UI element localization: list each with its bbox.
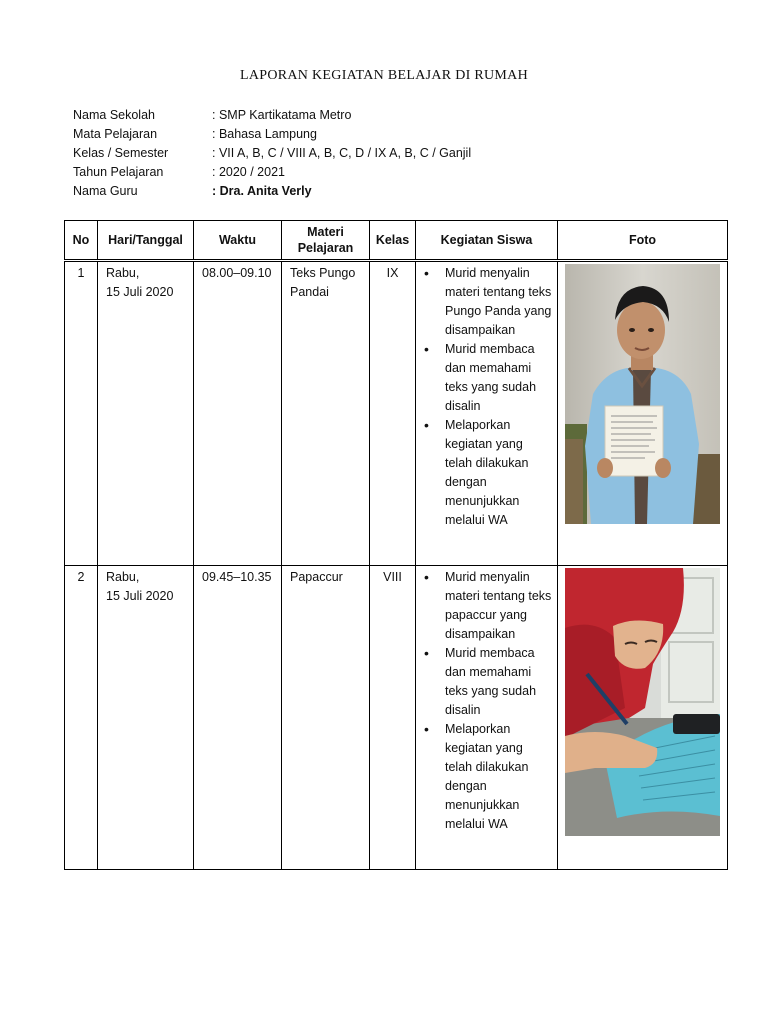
info-value: : 2020 / 2021 <box>212 165 285 179</box>
cell-time: 08.00–09.10 <box>194 261 282 566</box>
table-header-row <box>65 221 728 261</box>
cell-photo <box>558 566 728 870</box>
activity-list <box>420 264 553 530</box>
cell-activity <box>416 261 558 566</box>
info-row-subject <box>73 125 471 144</box>
cell-material: Teks Pungo Pandai <box>282 261 370 566</box>
cell-date <box>98 566 194 870</box>
document-title: LAPORAN KEGIATAN BELAJAR DI RUMAH <box>240 68 528 83</box>
info-label: Nama Guru <box>73 184 138 198</box>
header-activity: Kegiatan Siswa <box>416 221 558 261</box>
header-photo: Foto <box>558 221 728 261</box>
header-date: Hari/Tanggal <box>98 221 194 261</box>
cell-class: VIII <box>370 566 416 870</box>
info-label: Kelas / Semester <box>73 146 169 160</box>
cell-no: 1 <box>65 261 98 566</box>
student-boy-holding-notebook-photo <box>565 264 720 524</box>
list-item: • Melaporkan kegiatan yang telah dilakukan dengan menunjukkan melalui WA <box>420 416 553 530</box>
list-item: • Murid membaca dan memahami teks yang sudah disalin <box>420 340 553 416</box>
school-info <box>73 106 471 201</box>
info-value: : VII A, B, C / VIII A, B, C, D / IX A, B, C / Ganjil <box>212 146 472 160</box>
cell-material: Papaccur <box>282 566 370 870</box>
student-girl-writing-photo <box>565 568 720 836</box>
header-no: No <box>65 221 98 261</box>
info-label: Mata Pelajaran <box>73 127 158 141</box>
header-class: Kelas <box>370 221 416 261</box>
list-item: • Melaporkan kegiatan yang telah dilakukan dengan menunjukkan melalui WA <box>420 720 553 834</box>
table-row <box>65 566 728 870</box>
cell-date-text: 15 Juli 2020 <box>106 285 174 299</box>
list-item: • Murid menyalin materi tentang teks Pungo Panda yang disampaikan <box>420 264 553 340</box>
info-value: : SMP Kartikatama Metro <box>212 108 352 122</box>
table-row <box>65 261 728 566</box>
activity-table <box>64 220 728 870</box>
cell-date-text: 15 Juli 2020 <box>106 589 174 603</box>
info-row-school <box>73 106 471 125</box>
cell-day-text: Rabu, <box>106 266 140 280</box>
header-time: Waktu <box>194 221 282 261</box>
cell-class: IX <box>370 261 416 566</box>
cell-activity <box>416 566 558 870</box>
info-row-year <box>73 163 471 182</box>
header-subject-material: Materi Pelajaran <box>282 221 370 261</box>
cell-no: 2 <box>65 566 98 870</box>
list-item: • Murid menyalin materi tentang teks papaccur yang disampaikan <box>420 568 553 644</box>
cell-date <box>98 261 194 566</box>
activity-list <box>420 568 553 834</box>
cell-photo <box>558 261 728 566</box>
info-label: Nama Sekolah <box>73 108 155 122</box>
cell-time: 09.45–10.35 <box>194 566 282 870</box>
info-label: Tahun Pelajaran <box>73 165 164 179</box>
info-row-class <box>73 144 471 163</box>
info-value: : Bahasa Lampung <box>212 127 317 141</box>
info-value: : Dra. Anita Verly <box>212 184 312 198</box>
list-item: • Murid membaca dan memahami teks yang sudah disalin <box>420 644 553 720</box>
info-row-teacher <box>73 182 471 201</box>
cell-day-text: Rabu, <box>106 570 140 584</box>
